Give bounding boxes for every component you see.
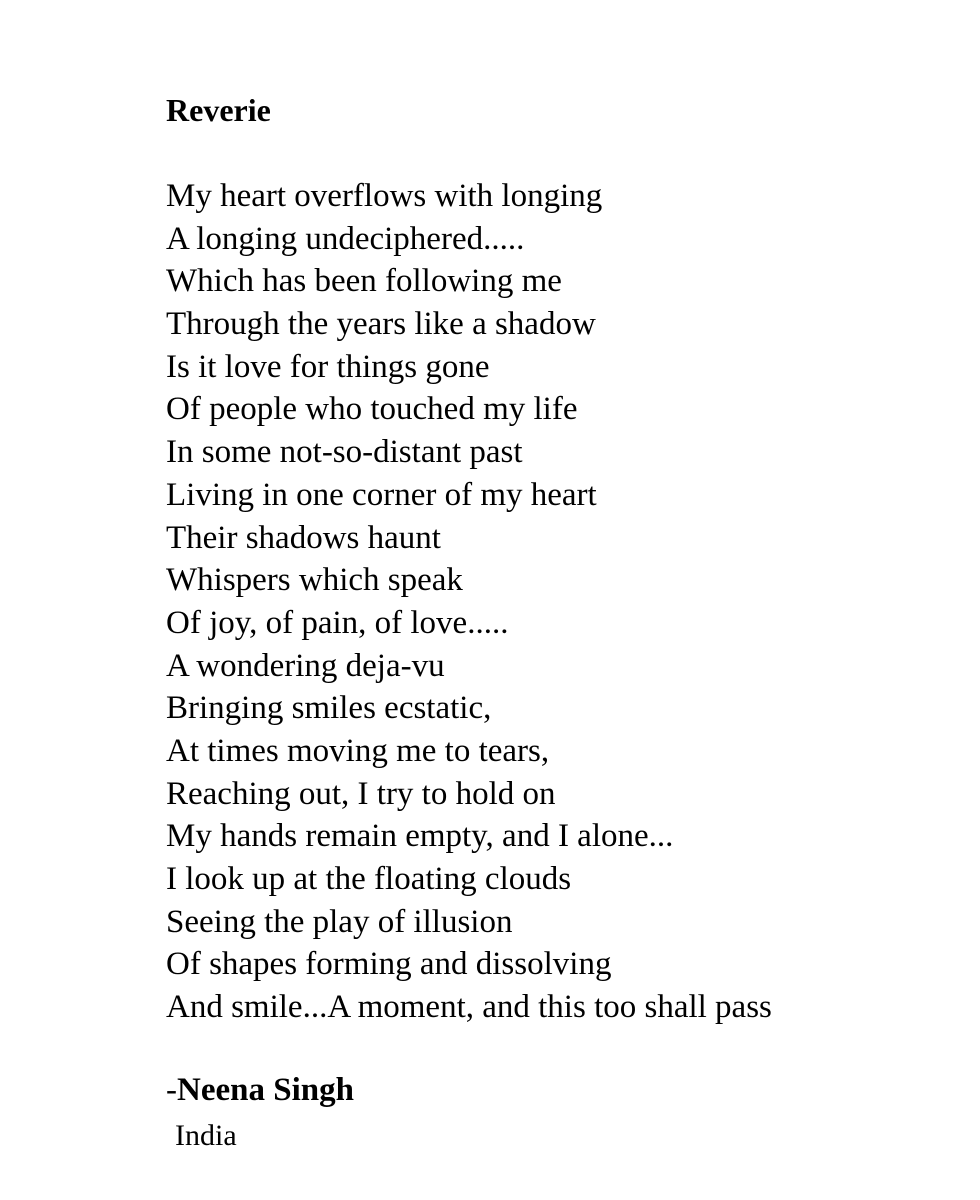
poem-line: Of shapes forming and dissolving	[166, 946, 612, 983]
signature-dash: -	[166, 1072, 177, 1108]
poem-line: I look up at the floating clouds	[166, 861, 572, 897]
poem-line: Whispers which speak	[166, 562, 463, 599]
author-country: India	[175, 1119, 237, 1152]
poem-body	[166, 175, 772, 1029]
poem-line: Reaching out, I try to hold on	[166, 775, 556, 812]
poem-line: Bringing smiles ecstatic,	[166, 690, 492, 727]
poem-line: My hands remain empty, and I alone...	[166, 818, 674, 855]
poem-line: Through the years like a shadow	[166, 306, 596, 343]
poem-line: My heart overflows with longing	[166, 178, 603, 214]
poem-line: Living in one corner of my heart	[166, 476, 597, 513]
poem-line: Of people who touched my life	[166, 391, 578, 428]
poem-line: In some not-so-distant past	[166, 434, 523, 471]
author-name: Neena Singh	[177, 1072, 354, 1108]
poem-line: Is it love for things gone	[166, 348, 490, 385]
poem-line: Their shadows haunt	[166, 519, 441, 556]
poem-line: Of joy, of pain, of love.....	[166, 604, 509, 641]
poem-line: Seeing the play of illusion	[166, 903, 513, 940]
poem-line: A wondering deja-vu	[166, 647, 445, 684]
poem-title: Reverie	[166, 92, 271, 128]
poem-line: Which has been following me	[166, 263, 562, 300]
poem-line: At times moving me to tears,	[166, 732, 550, 769]
poem-line: And smile...A moment, and this too shall pass	[166, 989, 772, 1026]
poem-line: A longing undeciphered.....	[166, 220, 525, 257]
author-signature	[166, 1068, 354, 1112]
